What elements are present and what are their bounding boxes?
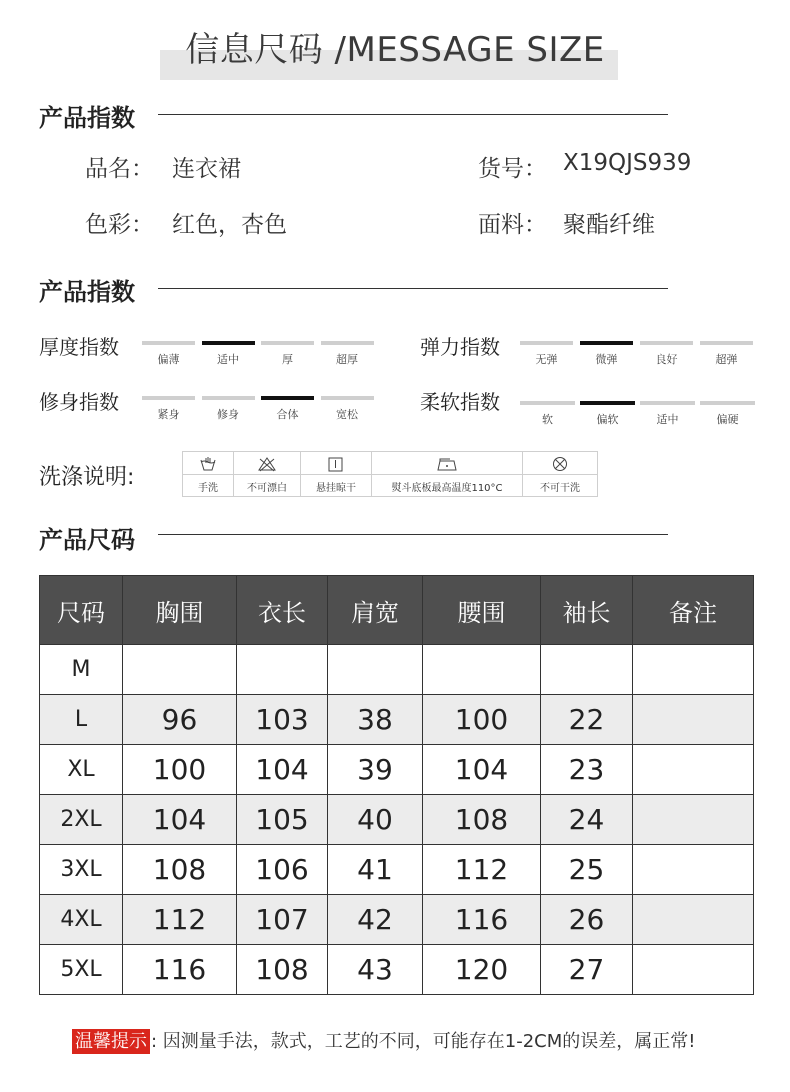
table-cell: 22 xyxy=(541,695,633,745)
section-divider xyxy=(158,288,668,289)
header-length: 衣长 xyxy=(237,576,328,645)
size-cell: L xyxy=(40,695,123,745)
header-sleeve: 袖长 xyxy=(541,576,633,645)
elasticity-scale-segment xyxy=(700,341,753,345)
softness-index-label: 柔软指数 xyxy=(420,390,500,414)
table-cell xyxy=(123,645,237,695)
fit-scale-label: 紧身 xyxy=(157,408,180,421)
fit-scale-label: 修身 xyxy=(217,408,239,421)
table-cell xyxy=(633,795,754,845)
softness-scale-segment xyxy=(520,401,575,405)
table-cell: 103 xyxy=(237,695,328,745)
page-title: 信息尺码 /MESSAGE SIZE xyxy=(185,30,605,70)
size-cell: XL xyxy=(40,745,123,795)
table-row xyxy=(40,795,754,845)
table-row xyxy=(40,695,754,745)
table-cell: 112 xyxy=(423,845,541,895)
wash-item-iron xyxy=(372,452,523,496)
elasticity-scale-segment-active xyxy=(580,341,633,345)
softness-scale-label: 适中 xyxy=(656,413,679,426)
table-cell: 25 xyxy=(541,845,633,895)
elasticity-scale-label: 微弹 xyxy=(595,353,618,366)
table-cell xyxy=(633,645,754,695)
header-chest: 胸围 xyxy=(123,576,237,645)
table-cell: 23 xyxy=(541,745,633,795)
table-cell xyxy=(423,645,541,695)
size-cell: 4XL xyxy=(40,895,123,945)
softness-scale-segment-active xyxy=(580,401,635,405)
wash-item-label: 熨斗底板最高温度110°C xyxy=(391,483,503,494)
wash-item-no-dry-clean xyxy=(523,452,597,496)
table-header-row xyxy=(40,576,754,645)
table-cell: 43 xyxy=(328,945,423,995)
table-cell: 38 xyxy=(328,695,423,745)
table-cell: 40 xyxy=(328,795,423,845)
color-value: 红色，杏色 xyxy=(172,212,287,238)
table-cell: 41 xyxy=(328,845,423,895)
table-cell: 104 xyxy=(423,745,541,795)
size-cell: 3XL xyxy=(40,845,123,895)
fit-scale-segment xyxy=(321,396,374,400)
table-row xyxy=(40,845,754,895)
table-cell xyxy=(633,845,754,895)
size-table xyxy=(39,575,754,995)
size-cell: 2XL xyxy=(40,795,123,845)
table-row xyxy=(40,945,754,995)
fit-scale-segment xyxy=(202,396,255,400)
table-cell: 106 xyxy=(237,845,328,895)
no-dry-clean-icon xyxy=(523,455,597,473)
table-cell: 42 xyxy=(328,895,423,945)
size-cell: 5XL xyxy=(40,945,123,995)
thickness-scale-segment xyxy=(142,341,195,345)
table-cell: 116 xyxy=(423,895,541,945)
elasticity-scale-label: 良好 xyxy=(655,353,678,366)
thickness-scale-segment xyxy=(261,341,314,345)
name-value: 连衣裙 xyxy=(172,156,241,182)
tip-text: : 因测量手法，款式，工艺的不同，可能存在1-2CM的误差，属正常! xyxy=(151,1031,696,1052)
item-label: 货号： xyxy=(478,156,547,182)
table-cell: 100 xyxy=(123,745,237,795)
section-divider xyxy=(158,534,668,535)
table-cell: 108 xyxy=(237,945,328,995)
fit-index-label: 修身指数 xyxy=(39,390,119,414)
table-cell: 39 xyxy=(328,745,423,795)
table-cell: 107 xyxy=(237,895,328,945)
elasticity-scale-segment xyxy=(520,341,573,345)
table-row xyxy=(40,895,754,945)
fit-scale-segment xyxy=(142,396,195,400)
wash-instructions-box xyxy=(182,451,598,497)
wash-item-label: 手洗 xyxy=(198,483,218,494)
table-cell: 104 xyxy=(237,745,328,795)
thickness-scale-segment xyxy=(321,341,374,345)
hand-wash-icon xyxy=(183,455,233,473)
wash-item-hand-wash xyxy=(183,452,234,496)
header-size: 尺码 xyxy=(40,576,123,645)
table-cell: 112 xyxy=(123,895,237,945)
fabric-value: 聚酯纤维 xyxy=(563,212,655,238)
table-row xyxy=(40,645,754,695)
table-cell xyxy=(541,645,633,695)
fit-scale-label: 宽松 xyxy=(336,408,358,421)
thickness-index-label: 厚度指数 xyxy=(39,335,119,359)
table-cell: 27 xyxy=(541,945,633,995)
table-cell: 120 xyxy=(423,945,541,995)
table-cell xyxy=(633,745,754,795)
softness-scale-segment xyxy=(640,401,695,405)
wash-item-label: 悬挂晾干 xyxy=(316,483,356,494)
table-cell: 104 xyxy=(123,795,237,845)
thickness-scale-label: 超厚 xyxy=(336,353,358,366)
fit-scale-label: 合体 xyxy=(276,408,299,421)
wash-item-label: 不可干洗 xyxy=(540,483,580,494)
thickness-scale-label: 适中 xyxy=(217,353,239,366)
header-shoulder: 肩宽 xyxy=(328,576,423,645)
name-label: 品名： xyxy=(85,156,154,182)
section-divider xyxy=(158,114,668,115)
fabric-label: 面料： xyxy=(478,212,547,238)
table-cell: 24 xyxy=(541,795,633,845)
header-remarks: 备注 xyxy=(633,576,754,645)
thickness-scale-label: 偏薄 xyxy=(157,353,180,366)
softness-scale-label: 偏硬 xyxy=(716,413,739,426)
table-cell xyxy=(633,695,754,745)
color-label: 色彩： xyxy=(85,212,154,238)
table-cell xyxy=(237,645,328,695)
table-cell: 116 xyxy=(123,945,237,995)
section-title-product-index: 产品指数 xyxy=(39,278,135,306)
table-cell: 108 xyxy=(123,845,237,895)
item-value: X19QJS939 xyxy=(563,150,692,176)
elasticity-scale-label: 无弹 xyxy=(535,353,558,366)
no-bleach-icon xyxy=(234,455,300,473)
section-title-product-info: 产品指数 xyxy=(39,104,135,132)
softness-scale-label: 软 xyxy=(542,413,553,426)
table-cell: 100 xyxy=(423,695,541,745)
tip-label: 温馨提示 xyxy=(72,1029,150,1054)
softness-scale-segment xyxy=(700,401,755,405)
thickness-scale-segment-active xyxy=(202,341,255,345)
size-cell: M xyxy=(40,645,123,695)
table-cell: 26 xyxy=(541,895,633,945)
softness-scale-label: 偏软 xyxy=(596,413,619,426)
fit-scale-segment-active xyxy=(261,396,314,400)
table-cell: 96 xyxy=(123,695,237,745)
wash-item-hang-dry xyxy=(301,452,372,496)
wash-item-label: 不可漂白 xyxy=(247,483,287,494)
thickness-scale-label: 厚 xyxy=(282,353,293,366)
table-cell xyxy=(328,645,423,695)
elasticity-scale-label: 超弹 xyxy=(715,353,738,366)
table-row xyxy=(40,745,754,795)
table-cell xyxy=(633,895,754,945)
elasticity-index-label: 弹力指数 xyxy=(420,335,500,359)
hang-dry-icon xyxy=(301,455,371,473)
header-waist: 腰围 xyxy=(423,576,541,645)
elasticity-scale-segment xyxy=(640,341,693,345)
iron-icon xyxy=(372,455,522,473)
table-cell: 105 xyxy=(237,795,328,845)
table-cell: 108 xyxy=(423,795,541,845)
wash-item-no-bleach xyxy=(234,452,301,496)
table-cell xyxy=(633,945,754,995)
wash-label: 洗涤说明: xyxy=(39,465,135,490)
section-title-product-size: 产品尺码 xyxy=(39,526,135,554)
